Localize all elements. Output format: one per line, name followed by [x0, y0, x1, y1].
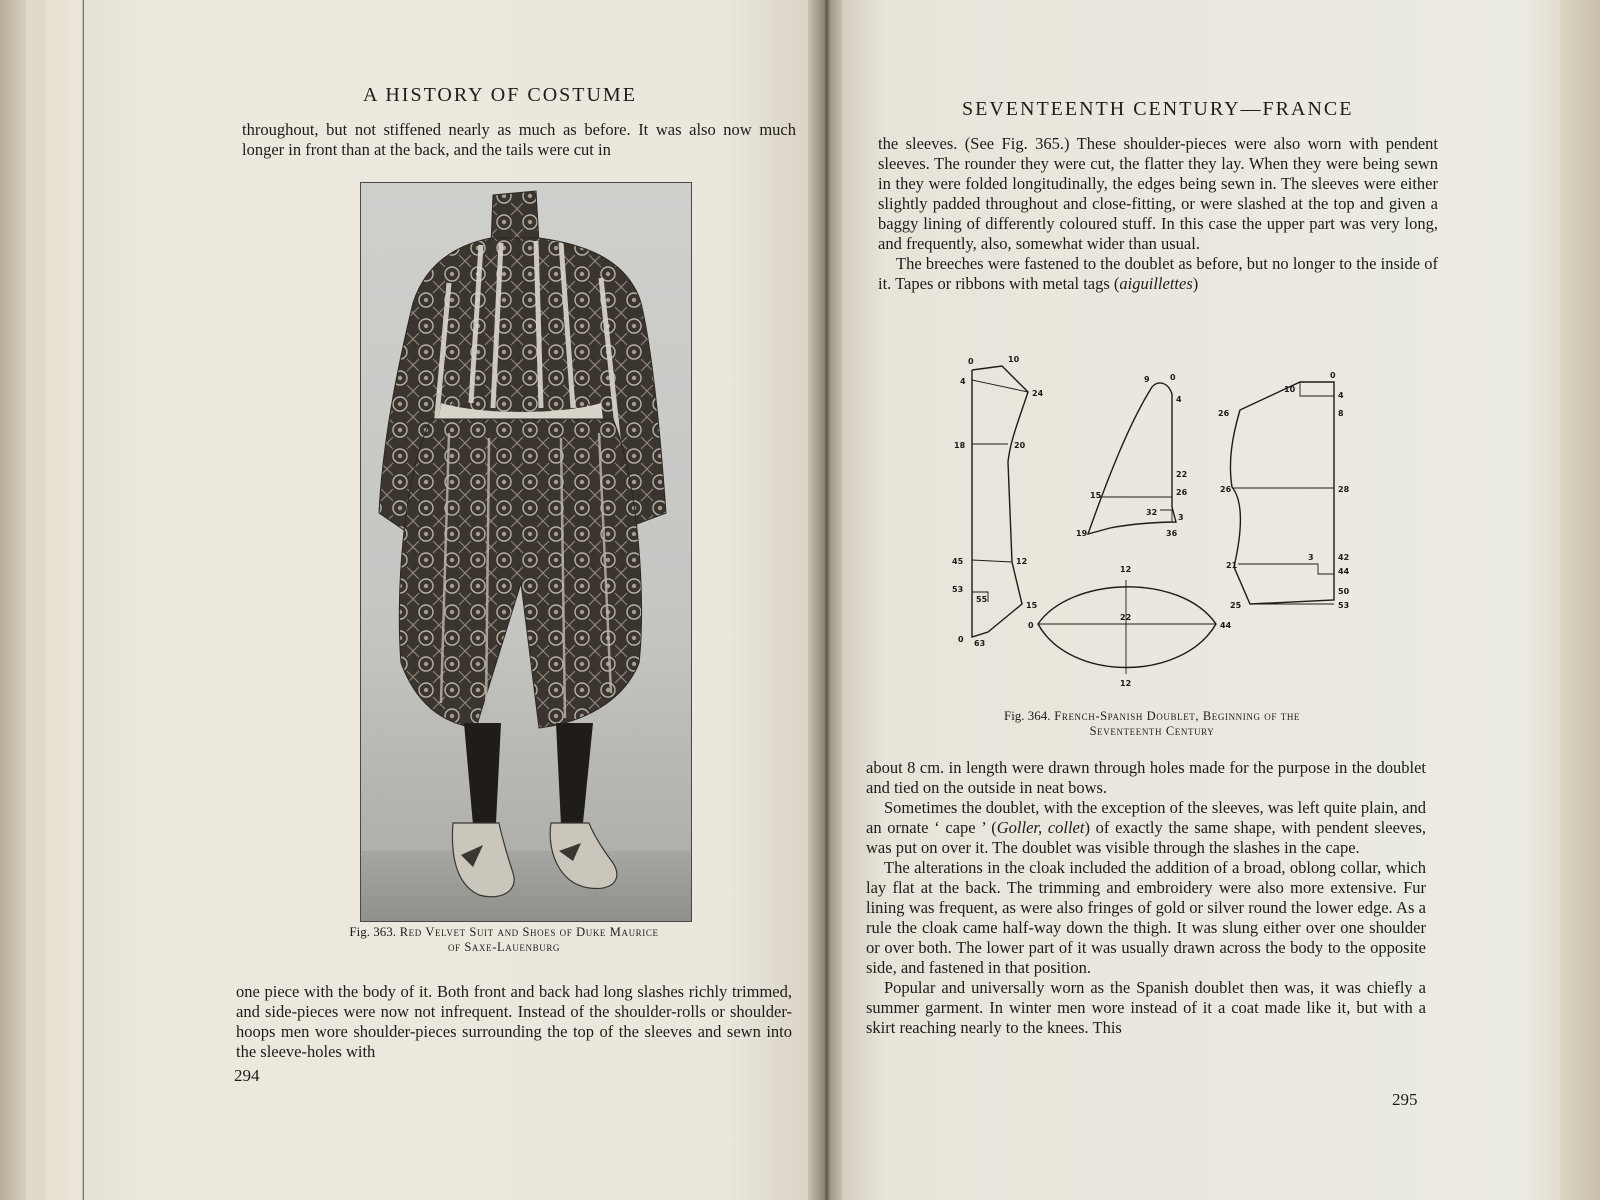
- diagram-label: 44: [1220, 621, 1232, 630]
- diagram-label: 53: [952, 585, 964, 594]
- diagram-label: 3: [1308, 553, 1314, 562]
- figure-caption: [274, 924, 734, 955]
- diagram-label: 21: [1226, 561, 1238, 570]
- paragraph: throughout, but not stiffened nearly as much as before. It was also now much longer in front than at the back, and the tails were cut in: [242, 120, 796, 159]
- figure-label: Fig. 364.: [1003, 708, 1051, 723]
- book-edge: [1560, 0, 1600, 1200]
- figure-label: Fig. 363.: [349, 924, 397, 939]
- diagram-label: 15: [1090, 491, 1102, 500]
- page-stack-edge: [26, 0, 47, 1200]
- diagram-label: 0: [1170, 373, 1176, 382]
- diagram-label: 10: [1008, 355, 1020, 364]
- body-text-top: [242, 120, 796, 160]
- diagram-label: 19: [1076, 529, 1088, 538]
- diagram-label: 12: [1120, 679, 1132, 688]
- paragraph: about 8 cm. in length were drawn through holes made for the purpose in the doublet and tied on the outside in neat bows.: [866, 758, 1426, 797]
- paragraph: The breeches were fastened to the doublet as before, but no longer to the inside of it. Tapes or ribbons with metal tags (aiguillettes): [878, 254, 1438, 293]
- diagram-label: 4: [1176, 395, 1182, 404]
- caption-line: French-Spanish Doublet, Beginning of the: [1054, 709, 1301, 723]
- diagram-label: 36: [1166, 529, 1178, 538]
- paragraph: The alterations in the cloak included the addition of a broad, oblong collar, which lay flat at the back. The trimming and embroidery were also more extensive. Fur lining was frequent, as were also fringes of gold or silver round the lower edge. As a rule the cloak came half-way down the thigh. It was slung either over one shoulder or over both. The lower part of it was usually drawn across the body to the opposite side, and fastened in that position.: [866, 858, 1426, 977]
- paragraph: Popular and universally worn as the Spanish doublet then was, it was chiefly a summer garment. In winter men wore instead of it a coat made like it, but with a skirt reaching nearly to the knees. This: [866, 978, 1426, 1037]
- page-number: 294: [234, 1066, 260, 1085]
- diagram-label: 0: [1028, 621, 1034, 630]
- diagram-label: 0: [1330, 371, 1336, 380]
- caption-line: Seventeenth Century: [1089, 724, 1215, 738]
- diagram-label: 8: [1338, 409, 1344, 418]
- diagram-label: 12: [1120, 565, 1132, 574]
- left-page: [84, 0, 810, 1200]
- diagram-label: 15: [1026, 601, 1038, 610]
- diagram-label: 26: [1218, 409, 1230, 418]
- diagram-label: 10: [1284, 385, 1296, 394]
- caption-line: of Saxe-Lauenburg: [447, 940, 561, 954]
- diagram-label: 22: [1120, 613, 1132, 622]
- running-head: SEVENTEENTH CENTURY—FRANCE: [962, 98, 1354, 120]
- suit-photo-image: [361, 183, 691, 921]
- paragraph: Sometimes the doublet, with the exception of the sleeves, was left quite plain, and an ornate ‘ cape ’ (Goller, collet) of exactly the same shape, with pendent sleeves, was put on over it. The doublet was visible through the slashes in the cape.: [866, 798, 1427, 857]
- diagram-label: 22: [1176, 470, 1188, 479]
- diagram-label: 55: [976, 595, 988, 604]
- diagram-label: 12: [1016, 557, 1028, 566]
- diagram-label: 44: [1338, 567, 1350, 576]
- pattern-drawing: [950, 352, 1360, 692]
- diagram-label: 4: [960, 377, 966, 386]
- diagram-label: 0: [958, 635, 964, 644]
- doublet-pattern-diagram: [950, 352, 1360, 692]
- diagram-label: 4: [1338, 391, 1344, 400]
- running-head: A HISTORY OF COSTUME: [363, 84, 637, 106]
- diagram-label: 32: [1146, 508, 1158, 517]
- diagram-label: 26: [1176, 488, 1188, 497]
- figure-photo: [360, 182, 692, 922]
- book-gutter: [808, 0, 844, 1200]
- diagram-label: 45: [952, 557, 964, 566]
- diagram-label: 9: [1144, 375, 1150, 384]
- right-page: [842, 0, 1558, 1200]
- paragraph: the sleeves. (See Fig. 365.) These shoulder-pieces were also worn with pendent sleeves. The rounder they were cut, the flatter they lay. When they were being sewn in they were folded longitudinally, the edges being sewn in. The sleeves were either slightly padded throughout and close-fitting, or were slashed at the top and given a baggy lining of differently coloured stuff. In this case the upper part was very long, and frequently, also, somewhat wider than usual.: [878, 134, 1438, 253]
- body-text-bottom: [236, 982, 792, 1062]
- diagram-label: 50: [1338, 587, 1350, 596]
- book-edge: [0, 0, 26, 1200]
- diagram-label: 0: [968, 357, 974, 366]
- diagram-label: 26: [1220, 485, 1232, 494]
- diagram-label: 28: [1338, 485, 1350, 494]
- diagram-label: 20: [1014, 441, 1026, 450]
- paragraph: one piece with the body of it. Both front and back had long slashes richly trimmed, and side-pieces were now not infrequent. Instead of the shoulder-rolls or shoulder-hoops men wore shoulder-pieces surrounding the top of the sleeves and sewn into the sleeve-holes with: [236, 982, 792, 1061]
- diagram-label: 53: [1338, 601, 1350, 610]
- diagram-label: 3: [1178, 513, 1184, 522]
- diagram-label: 63: [974, 639, 986, 648]
- body-text-top: [878, 134, 1438, 294]
- page-number: 295: [1392, 1090, 1418, 1109]
- page-stack-edge: [68, 0, 83, 1200]
- figure-caption: [952, 708, 1352, 739]
- caption-line: Red Velvet Suit and Shoes of Duke Maurice: [399, 925, 659, 939]
- diagram-label: 18: [954, 441, 966, 450]
- body-text-bottom: [866, 758, 1426, 1038]
- diagram-label: 42: [1338, 553, 1350, 562]
- page-stack-edge: [46, 0, 69, 1200]
- diagram-label: 24: [1032, 389, 1044, 398]
- diagram-label: 25: [1230, 601, 1242, 610]
